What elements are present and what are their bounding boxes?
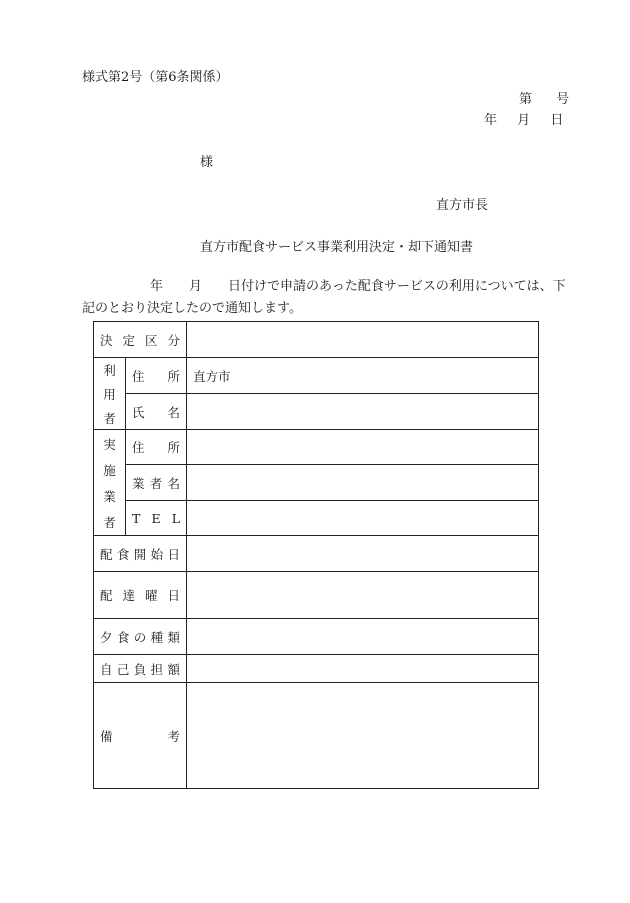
- user-group-label: 利 用 者: [94, 358, 126, 430]
- sender-name: 直方市長: [436, 198, 489, 213]
- row-provider-tel: [94, 501, 539, 536]
- row-decision: [94, 322, 539, 358]
- decision-value[interactable]: [187, 322, 539, 358]
- document-number: [519, 88, 569, 107]
- start-date-label: 配 食 開 始 日: [94, 536, 187, 572]
- user-name-value[interactable]: [187, 394, 539, 430]
- copay-label: 自 己 負 担 額: [94, 655, 187, 683]
- row-dinner-type: [94, 619, 539, 655]
- row-user-name: [94, 394, 539, 430]
- start-date-value[interactable]: [187, 536, 539, 572]
- form-number: 様式第2号（第6条関係）: [82, 70, 229, 85]
- row-start-date: [94, 536, 539, 572]
- delivery-day-value[interactable]: [187, 572, 539, 619]
- copay-value[interactable]: [187, 655, 539, 683]
- row-delivery-day: [94, 572, 539, 619]
- date-day: 日: [550, 113, 564, 128]
- doc-number-go: 号: [556, 92, 570, 107]
- doc-number-dai: 第: [519, 92, 533, 107]
- decision-table: [93, 321, 539, 789]
- tel-value[interactable]: [187, 501, 539, 536]
- row-user-address: [94, 358, 539, 394]
- date-month: 月: [517, 113, 531, 128]
- user-name-label: 氏 名: [126, 394, 187, 430]
- provider-address-value[interactable]: [187, 430, 539, 465]
- provider-group-label: 実 施 業 者: [94, 430, 126, 536]
- body-year: 年: [150, 279, 164, 294]
- document-title: 直方市配食サービス事業利用決定・却下通知書: [200, 240, 474, 255]
- row-remarks: [94, 683, 539, 789]
- row-provider-name: [94, 465, 539, 501]
- dinner-type-value[interactable]: [187, 619, 539, 655]
- business-name-value[interactable]: [187, 465, 539, 501]
- dinner-type-label: 夕 食 の 種 類: [94, 619, 187, 655]
- provider-address-label: 住 所: [126, 430, 187, 465]
- remarks-label: 備 考: [94, 683, 187, 789]
- recipient-suffix: 様: [200, 155, 214, 170]
- tel-label: T E L: [126, 501, 187, 536]
- user-address-value[interactable]: 直方市: [187, 358, 539, 394]
- remarks-value[interactable]: [187, 683, 539, 789]
- body-rest: 日付けで申請のあった配食サービスの利用については、下記のとおり決定したので通知します。: [82, 279, 566, 316]
- business-name-label: 業 者 名: [126, 465, 187, 501]
- body-month: 月: [189, 279, 203, 294]
- row-provider-address: [94, 430, 539, 465]
- document-date: [484, 109, 563, 128]
- body-text: [82, 276, 572, 320]
- row-copay: [94, 655, 539, 683]
- delivery-day-label: 配 達 曜 日: [94, 572, 187, 619]
- date-year: 年: [484, 113, 498, 128]
- user-address-label: 住 所: [126, 358, 187, 394]
- decision-label: 決 定 区 分: [94, 322, 187, 358]
